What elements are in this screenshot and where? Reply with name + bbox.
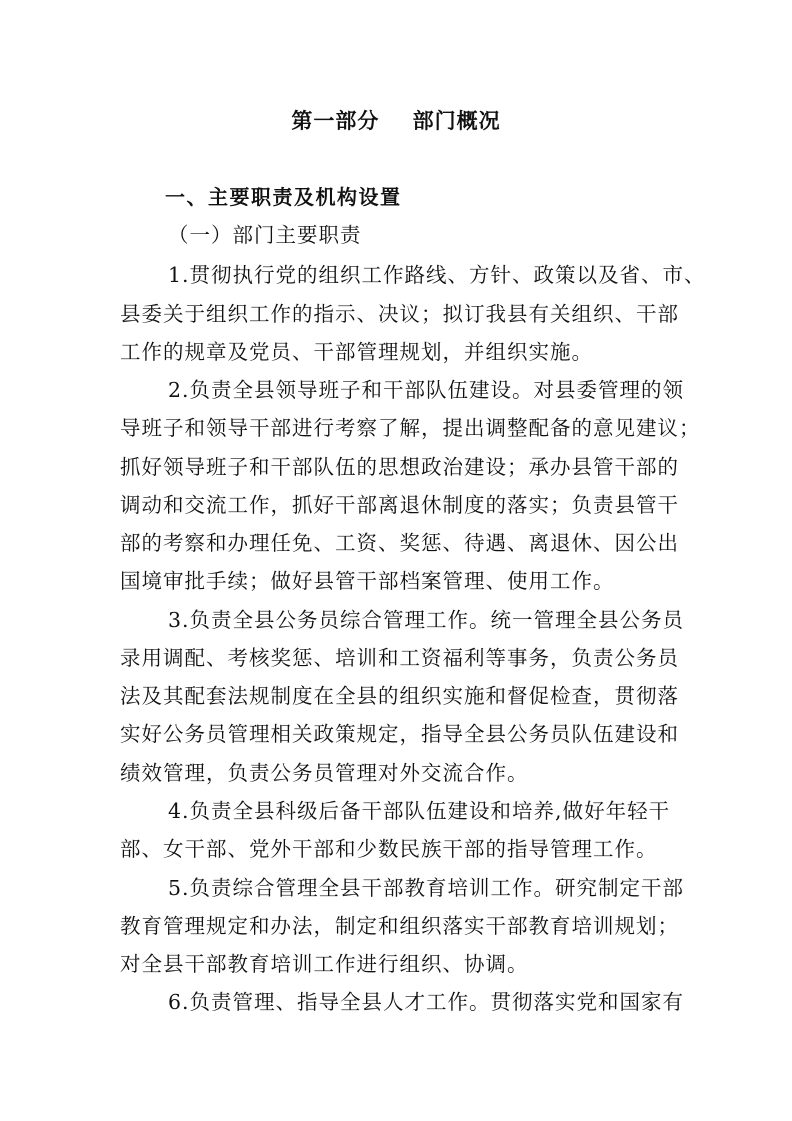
page-title: 第一部分 部门概况 [291,108,501,133]
paragraph-line: 对全县干部教育培训工作进行组织、协调。 [120,952,529,976]
paragraph-line: 实好公务员管理相关政策规定，指导全县公务员队伍建设和 [120,722,679,746]
paragraph-line: 4.负责全县科级后备干部队伍建设和培养,做好年轻干 [168,799,671,823]
paragraph-line: 部、女干部、党外干部和少数民族干部的指导管理工作。 [120,837,658,861]
paragraph-line: 3.负责全县公务员综合管理工作。统一管理全县公务员 [168,608,685,632]
paragraph-line: 调动和交流工作，抓好干部离退休制度的落实；负责县管干 [120,493,679,517]
paragraph-line: 6.负责管理、指导全县人才工作。贯彻落实党和国家有 [168,990,685,1014]
paragraph-line: 县委关于组织工作的指示、决议；拟订我县有关组织、干部 [120,302,679,326]
paragraph-line: 绩效管理，负责公务员管理对外交流合作。 [120,761,529,785]
paragraph-line: 2.负责全县领导班子和干部队伍建设。对县委管理的领 [168,378,685,402]
paragraph-line: 导班子和领导干部进行考察了解，提出调整配备的意见建议； [120,416,701,440]
paragraph-line: 法及其配套法规制度在全县的组织实施和督促检查，贯彻落 [120,684,679,708]
subsection-heading: （一）部门主要职责 [168,223,362,247]
paragraph-line: 国境审批手续；做好县管干部档案管理、使用工作。 [120,569,615,593]
paragraph-line: 部的考察和办理任免、工资、奖惩、待遇、离退休、因公出 [120,531,679,555]
paragraph-line: 1.贯彻执行党的组织工作路线、方针、政策以及省、市、 [168,263,706,287]
paragraph-line: 5.负责综合管理全县干部教育培训工作。研究制定干部 [168,876,685,900]
section-heading: 一、主要职责及机构设置 [165,185,402,209]
paragraph-line: 教育管理规定和办法，制定和组织落实干部教育培训规划； [120,914,679,938]
paragraph-line: 录用调配、考核奖惩、培训和工资福利等事务，负责公务员 [120,646,679,670]
paragraph-line: 工作的规章及党员、干部管理规划，并组织实施。 [120,340,593,364]
paragraph-line: 抓好领导班子和干部队伍的思想政治建设；承办县管干部的 [120,455,679,479]
